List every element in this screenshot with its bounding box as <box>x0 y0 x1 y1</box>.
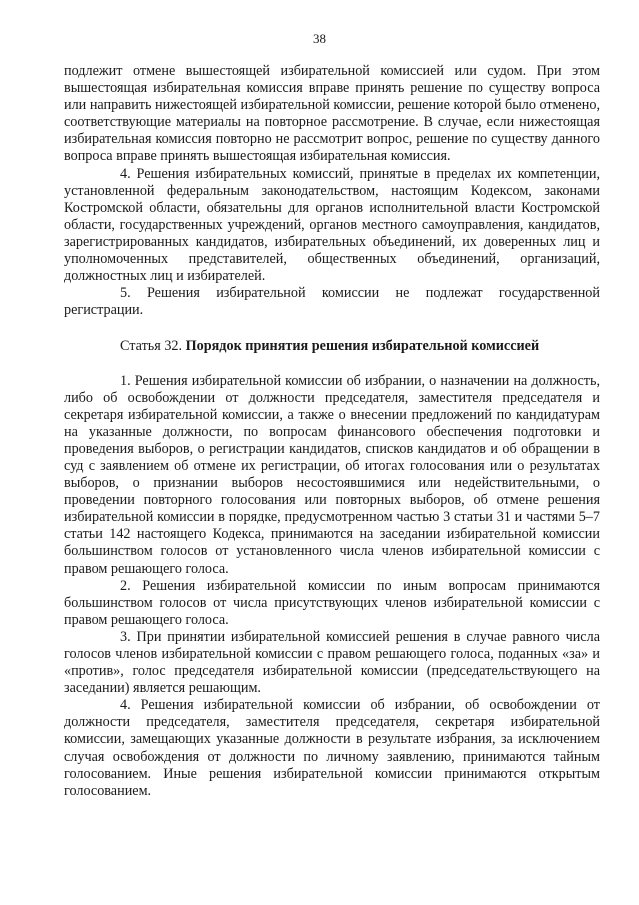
article-title: Порядок принятия решения избирательной комиссией <box>185 338 540 355</box>
article-paragraph-3: 3. При принятии избирательной комиссией решения в случае равного числа голосов членов избирательной комиссии с правом решающего голоса, поданных «за» и «против», голос председателя избирательной комиссии (председательствующего на заседании) является решающим. <box>64 628 600 697</box>
paragraph-continuation: подлежит отмене вышестоящей избирательной комиссией или судом. При этом вышестоящая избирательная комиссия вправе принять решение по существу вопроса или направить нижестоящей избирательной комиссии, решение которой было отменено, соответствующие материалы на повторное рассмотрение. В случае, если нижестоящая избирательная комиссия повторно не рассмотрит вопрос, решение по существу данного вопроса вправе принять вышестоящая избирательная комиссия. <box>64 63 600 165</box>
article-heading <box>64 338 600 355</box>
article-prefix: Статья 32. <box>120 338 183 355</box>
paragraph-item-5: 5. Решения избирательной комиссии не подлежат государственной регистрации. <box>64 285 600 319</box>
page-number: 38 <box>313 31 326 46</box>
article-paragraph-1: 1. Решения избирательной комиссии об избрании, о назначении на должность, либо об освобождении от должности председателя, заместителя председателя и секретаря избирательной комиссии, а также о внесении предложений по кандидатурам на указанные должности, по вопросам финансового обеспечения подготовки и проведения выборов, о регистрации кандидатов, списков кандидатов и об обращении в суд с заявлением об отмене их регистрации, об итогах голосования или о результатах выборов, о признании выборов несостоявшимися или недействительными, о проведении повторного голосования или повторных выборов, об отмене решения избирательной комиссии в порядке, предусмотренном частью 3 статьи 31 и частями 5–7 статьи 142 настоящего Кодекса, принимаются на заседании избирательной комиссии большинством голосов от установленного числа членов избирательной комиссии с правом решающего голоса. <box>64 372 600 577</box>
paragraph-item-4: 4. Решения избирательных комиссий, принятые в пределах их компетенции, установленной федеральным законодательством, настоящим Кодексом, законами Костромской области, обязательны для органов исполнительной власти Костромской области, государственных учреждений, органов местного самоуправления, кандидатов, зарегистрированных кандидатов, избирательных объединений, их доверенных лиц и уполномоченных представителей, общественных объединений, организаций, должностных лиц и избирателей. <box>64 165 600 285</box>
document-body <box>64 63 600 800</box>
article-paragraph-2: 2. Решения избирательной комиссии по иным вопросам принимаются большинством голосов от числа присутствующих членов избирательной комиссии с правом решающего голоса. <box>64 577 600 628</box>
article-paragraph-4: 4. Решения избирательной комиссии об избрании, об освобождении от должности председателя, заместителя председателя, секретаря избирательной комиссии, замещающих указанные должности в результате избрания, за исключением случая освобождения от должности по личному заявлению, принимаются тайным голосованием. Иные решения избирательной комиссии принимаются открытым голосованием. <box>64 697 600 799</box>
